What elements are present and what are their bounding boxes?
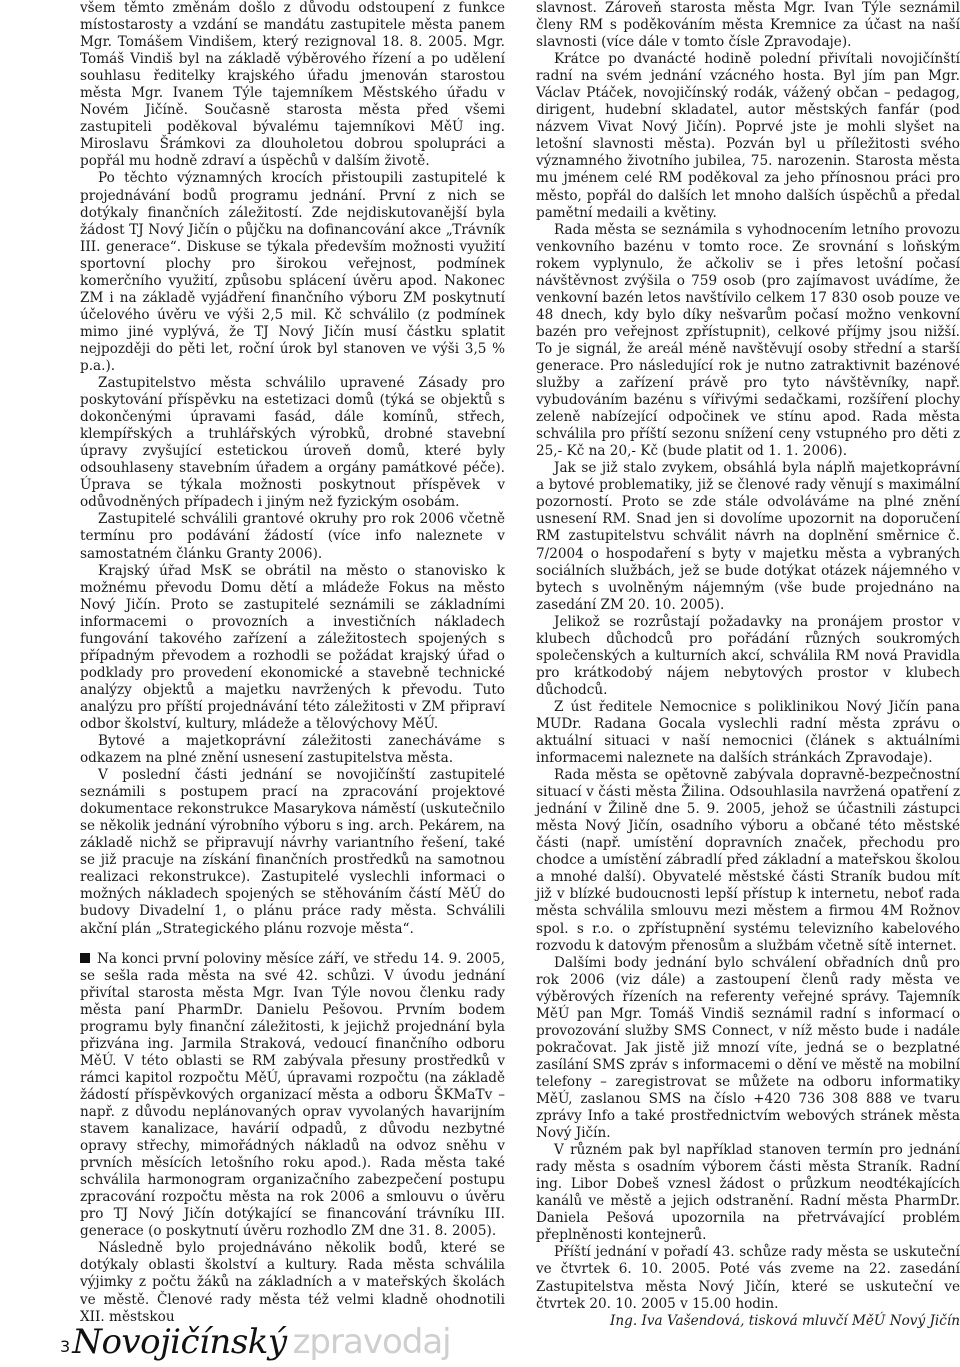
article-paragraph: V různém pak byl například stanoven termín pro jednání rady města s osadním výborem části města Straník. Radní ing. Libor Dobeš vznesl žádost o průzkum neodtékajících kanálů ve městě a jejich odstranění. Radní města PharmDr. Daniela Pešová upozornila na přetrvávající problém přeplněnosti kontejnerů. (536, 1142, 960, 1244)
article-paragraph: Krajský úřad MsK se obrátil na město o stanovisko k možnému převodu Domu dětí a mládeže Fokus na město Nový Jičín. Proto se zastupitelé seznámili se základními informacemi o provozních a investičních nákladech fungování takového zařízení a záležitostech spojených s případným převodem a rozhodli se požádat krajský úřad o podklady pro provedení ekonomické a stavebně technické analýzy objektů a majetku navržených k převodu. Tuto analýzu pro příští projednávání této záležitosti v ZM připraví odbor školství, kultury, mládeže a tělovýchovy MěÚ. (80, 562, 505, 732)
bullet-paragraph (80, 951, 505, 1241)
bullet-paragraph-text: Na konci první poloviny měsíce září, ve středu 14. 9. 2005, se sešla rada města na své 42. schůzi. V úvodu jednání přivítal starosta města Mgr. Ivan Týle novou členku rady města paní PharmDr. Danielu Pešovou. Prvním bodem programu byly finanční záležitosti, k jejichž projednání byla přizvána ing. Jarmila Straková, vedoucí finančního odboru MěÚ. V této oblasti se RM zabývala přesuny prostředků v rámci kapitol rozpočtu MěÚ, úpravami rozpočtu (na základě žádostí příspěvkových organizací města a odboru ŠKMaTv – např. z důvodu neplánovaných oprav vyvolaných havarijním stavem kanalizace, havárií odpadů, z důvodu nezbytné opravy střechy, mimořádných nákladů na odvoz sněhu v prvních měsících letošního roku apod.). Rada města také schválila harmonogram organizačního zabezpečení postupu zpracování rozpočtu města na rok 2006 a smlouvu o úvěru pro TJ Nový Jičín dotýkající se financování trávníku III. generace (o poskytnutí úvěru rozhodlo ZM dne 31. 8. 2005). (80, 950, 505, 1240)
article-paragraph: Příští jednání v pořadí 43. schůze rady města se uskuteční ve čtvrtek 6. 10. 2005. Poté vás zveme na 22. zasedání Zastupitelstva města Nový Jičín, které se uskuteční ve čtvrtek 20. 10. 2005 v 15.00 hodin. (536, 1244, 960, 1312)
article-paragraph: všem těmto změnám došlo z důvodu odstoupení z funkce místostarosty a vzdání se mandátu zastupitele města panem Mgr. Tomášem Vindišem, který rezignoval 18. 8. 2005. Mgr. Tomáš Vindiš byl na základě výběrového řízení a po udělení souhlasu ředitelky krajského úřadu jmenován starostou města Mgr. Ivanem Týle tajemníkem Městského úřadu v Novém Jičíně. Současně starosta města před všemi zastupiteli poděkoval bývalému tajemníkovi MěÚ ing. Miroslavu Šrámkovi za dlouholetou dobrou spolupráci a popřál mu hodně zdraví a úspěchů v dalším životě. (80, 0, 505, 170)
article-paragraph: Po těchto významných krocích přistoupili zastupitelé k projednávání bodů programu jednání. První z nich se dotýkaly finančních záležitostí. Zde nejdiskutovanější byla žádost TJ Nový Jičín o půjčku na dofinancování akce „Trávník III. generace“. Diskuse se týkala především možnosti využití sportovní plochy pro širokou veřejnost, podmínek komerčního využití, způsobu splácení úvěru apod. Nakonec ZM i na základě vyjádření finančního výboru ZM poskytnutí účelového úvěru ve výši 2,5 mil. Kč schválilo (z podmínek mimo jiné vyplývá, že TJ Nový Jičín musí částku splatit nejpozději do pěti let, roční úrok byl stanoven ve výši 3,5 % p.a.). (80, 170, 505, 374)
article-paragraph: Zastupitelstvo města schválilo upravené Zásady pro poskytování příspěvku na estetizaci domů (týká se objektů s dokončenými úpravami fasád, dále komínů, střech, klempířských a truhlářských výrobků, drobné stavební úpravy zvyšující estetickou úroveň domů, které byly odsouhlaseny stavebním úřadem a orgány památkové péče). Úprava se týkala možnosti poskytnout příspěvek v odůvodněných případech i jiným než fyzickým osobám. (80, 375, 505, 511)
article-paragraph: Jelikož se rozrůstají požadavky na pronájem prostor v klubech důchodců pro pořádání různých soukromých společenských a kulturních akcí, schválila RM nová Pravidla pro krátkodobý nájem nebytových prostor v klubech důchodců. (536, 613, 960, 698)
article-paragraph: Následně bylo projednáváno několik bodů, které se dotýkaly oblasti školství a kultury. Rada města schválila výjimky z počtu žáků na základních a v mateřských školách ve městě. Členové rady města též velmi kladně ohodnotili XII. městskou (80, 1240, 505, 1325)
article-paragraph: Bytové a majetkoprávní záležitosti zanecháváme s odkazem na plné znění usnesení zastupitelstva města. (80, 733, 505, 767)
page-footer (60, 1318, 451, 1362)
page-number: 3 (60, 1337, 71, 1356)
author-signature: Ing. Iva Vašendová, tisková mluvčí MěÚ Nový Jičín (610, 1312, 960, 1329)
article-paragraph: Jak se již stalo zvykem, obsáhlá byla náplň majetkoprávní a bytové problematiky, již se členové rady věnují s maximální pozorností. Proto se zde stále odvoláváme na plné znění usnesení RM. Snad jen si dovolíme upozornit na doporučení RM zastupitelstvu schválit návrh na doplnění směrnice č. 7/2004 o hospodaření s byty v majetku města a vybraných sociálních službách, jež se bude dotýkat otázek nájemného v bytech s uvolněným nájemným (vše bude projednáno na zasedání ZM 20. 10. 2005). (536, 460, 960, 613)
right-column (536, 0, 960, 1330)
article-paragraph: V poslední části jednání se novojičínští zastupitelé seznámili s postupem prací na zpracování projektové dokumentace rekonstrukce Masarykova náměstí (uskutečnilo se několik jednání výrobního výboru s ing. arch. Pekárem, na základě nichž se připravují návrhy variantního řešení, také se již pracuje na získání finančních prostředků na samotnou realizaci rekonstrukce). Zastupitelé vyslechli informaci o možných nákladech spojených se stěhováním částí MěÚ do budovy Divadelní 1, o plánu práce rady města. Schválili akční plán „Strategického plánu rozvoje města“. (80, 767, 505, 937)
left-column (80, 0, 505, 1326)
article-paragraph: Rada města se opětovně zabývala dopravně-bezpečnostní situací v části města Žilina. Odsouhlasila navržená opatření z jednání v Žilině dne 5. 9. 2005, jehož se účastnili zástupci města Nový Jičín, osadního výboru a občané této městské části (např. umístění dopravních značek, přechodu pro chodce a umístění zábradlí před základní a mateřskou školou a mnohé další). Obyvatelé městské části Straník budou mít již v blízké budoucnosti lepší přístup k internetu, neboť rada města schválila smlouvu mezi městem a firmou 4M Rožnov spol. s r.o. o zpřístupnění systému televizního kabelového rozvodu k datovým přenosům a službám včetně sítě internet. (536, 767, 960, 954)
masthead-logo-zpravodaj: zpravodaj (292, 1322, 451, 1362)
article-paragraph: slavnost. Zároveň starosta města Mgr. Ivan Týle seznámil členy RM s poděkováním města Kremnice za účast na naší slavnosti (více dále v tomto čísle Zpravodaje). (536, 0, 960, 51)
article-paragraph: Krátce po dvanácté hodině polední přivítali novojičínští radní na svém jednání vzácného hosta. Byl jím pan Mgr. Václav Ptáček, novojičínský rodák, vážený občan – pedagog, dirigent, hudební skladatel, autor městských fanfár (pod názvem Vivat Nový Jičín). Poprvé jste je mohli slyšet na letošní slavnosti města). Pozván byl u příležitosti svého významného životního jubilea, 75. narozenin. Starosta města mu jménem celé RM poděkoval za jeho přínosnou práci pro město, popřál do dalších let mnoho dalších úspěchů a předal pamětní medaili a květiny. (536, 51, 960, 221)
article-paragraph: Rada města se seznámila s vyhodnocením letního provozu venkovního bazénu v tomto roce. Ze srovnání s loňským rokem vyplynulo, že ačkoliv se i přes letošní počasí návštěvnost zvýšila o 759 osob (pro zajímavost uvádíme, že venkovní bazén letos navštívilo celkem 17 830 osob pouze ve 48 dnech, kdy bylo díky nešvarům počasí možno venkovní bazén pro veřejnost zpřístupnit), celkové příjmy jsou nižší. To je signál, že areál méně navštěvují osoby střední a starší generace. Pro následující rok je nutno zatraktivnit bazénové služby a zařízení právě pro tyto návštěvníky, např. vybudováním bazénu s vířivými sedačkami, rozšíření plochy zeleně nabízející odpočinek ve stínu apod. Rada města schválila pro příští sezonu snížení ceny vstupného pro děti z 25,- Kč na 20,- Kč (bude platit od 1. 1. 2006). (536, 221, 960, 460)
masthead-logo-novojicinsky: Novojičínský (72, 1322, 287, 1362)
article-paragraph: Z úst ředitele Nemocnice s poliklinikou Nový Jičín pana MUDr. Radana Gocala vyslechli radní města zprávu o aktuální situaci v naší nemocnici (článek s aktuálními informacemi naleznete na dalších stránkách Zpravodaje). (536, 698, 960, 767)
article-paragraph: Zastupitelé schválili grantové okruhy pro rok 2006 včetně termínu pro podávání žádostí (více info naleznete v samostatném článku Granty 2006). (80, 511, 505, 562)
bullet-square-icon (80, 953, 90, 963)
article-paragraph: Dalšími body jednání bylo schválení obřadních dnů pro rok 2006 (viz dále) a zastoupení členů rady města ve výběrových řízeních na referenty veřejné správy. Tajemník MěÚ pan Mgr. Tomáš Vindiš seznámil radní s informací o provozování služby SMS Connect, v níž město bude i nadále pokračovat. Jak jistě již mnozí víte, jedná se o bezplatné zasílání SMS zpráv s informacemi o dění ve městě na mobilní telefony – zaregistrovat se můžete na odboru informatiky MěÚ, zaslanou SMS na číslo +420 736 308 888 ve tvaru zprávy Info a také prostřednictvím webových stránek města Nový Jičín. (536, 954, 960, 1142)
